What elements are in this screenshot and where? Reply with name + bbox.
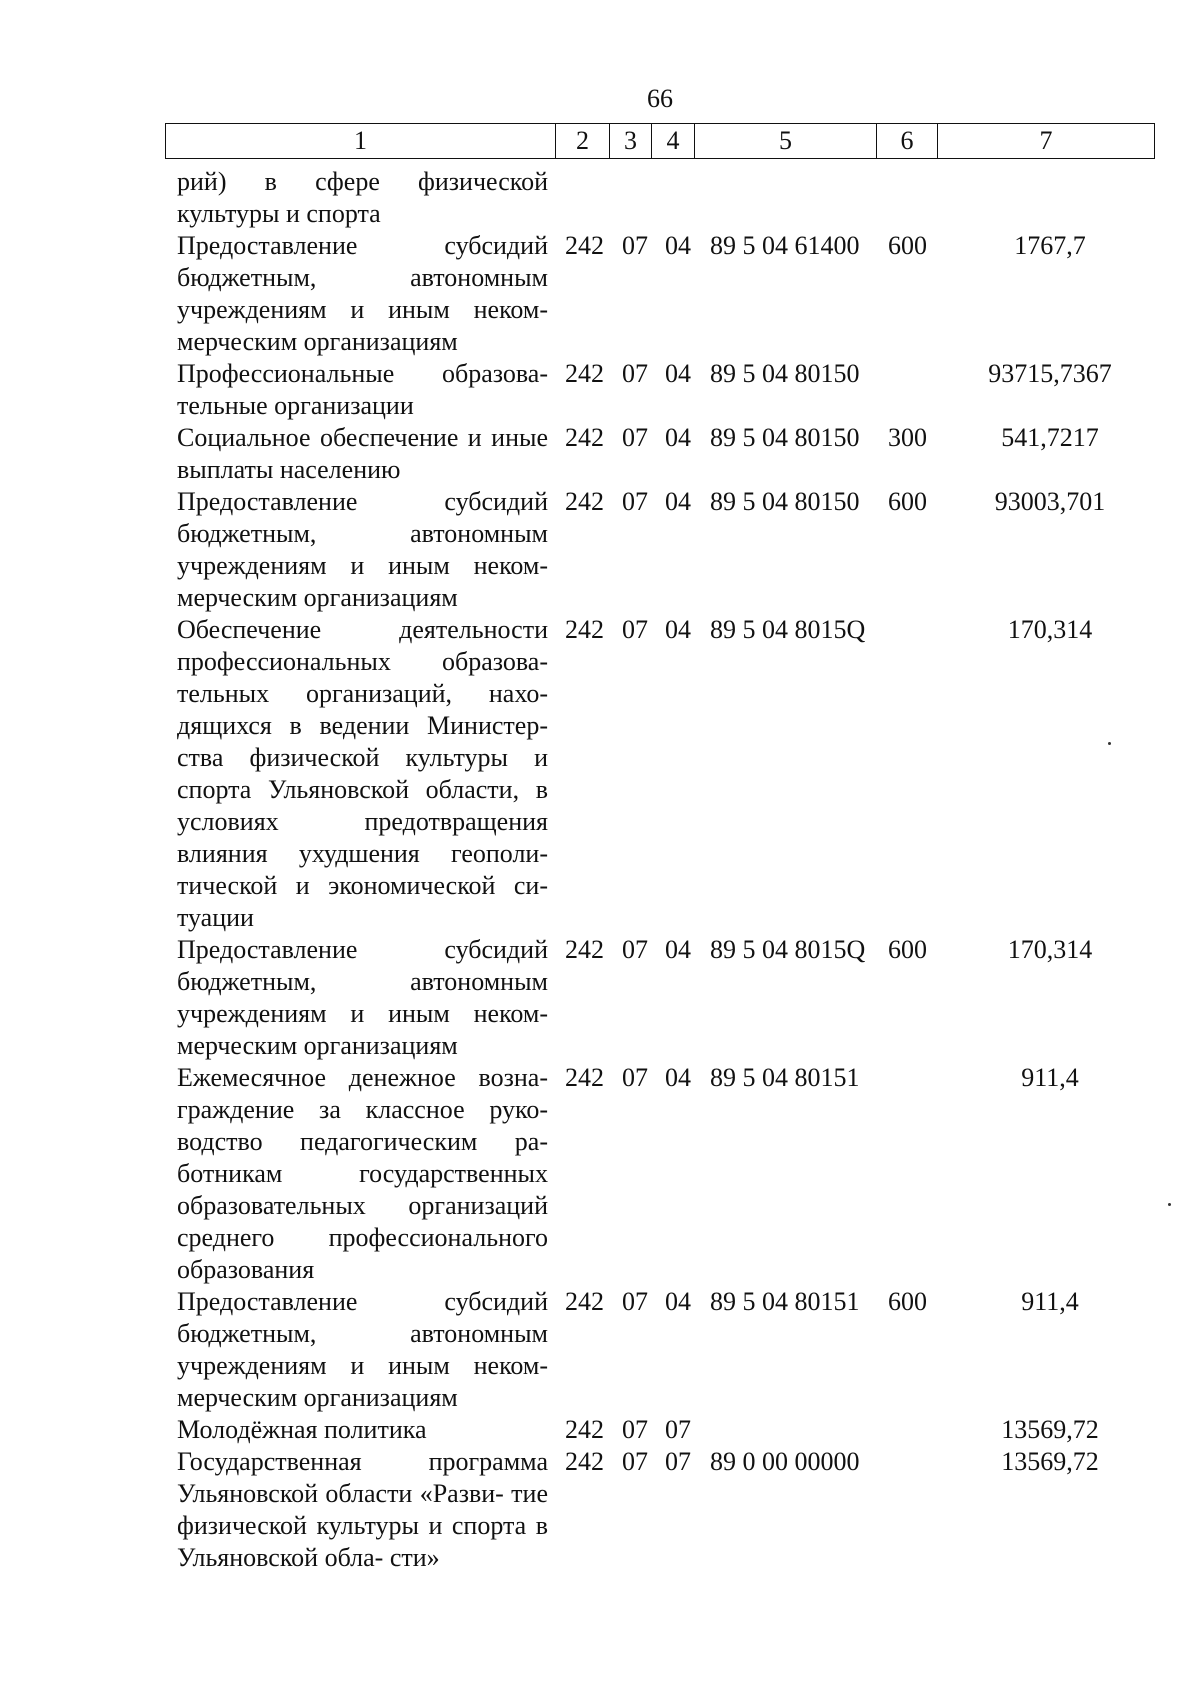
- row-col-2: 242: [565, 231, 604, 260]
- row-description: рий) в сфере физической культуры и спорта: [177, 167, 548, 228]
- page-number: 66: [647, 84, 673, 113]
- row-col-4: 04: [665, 231, 691, 260]
- row-col-5: 89 5 04 8015Q: [710, 935, 866, 964]
- row-col-2: 242: [565, 1447, 604, 1476]
- row-col-5: 89 5 04 80150: [710, 487, 860, 516]
- row-col-2: 242: [565, 1415, 604, 1444]
- table-header: [165, 123, 1155, 159]
- row-col-3: 07: [622, 423, 648, 452]
- row-col-2: 242: [565, 359, 604, 388]
- row-col-7: 93715,7367: [988, 359, 1112, 388]
- row-col-7: 13569,72: [1001, 1415, 1099, 1444]
- row-description: Предоставление субсидий бюджетным, автономным учреждениям и иным неком- мерческим организациям: [177, 487, 548, 612]
- row-col-3: 07: [622, 487, 648, 516]
- header-col-6: 6: [877, 124, 938, 159]
- scan-speck: [1108, 742, 1111, 745]
- header-col-1: 1: [166, 124, 556, 159]
- row-col-7: 911,4: [1021, 1063, 1079, 1092]
- row-col-4: 04: [665, 1063, 691, 1092]
- row-col-5: 89 5 04 8015Q: [710, 615, 866, 644]
- header-col-3: 3: [610, 124, 652, 159]
- row-col-2: 242: [565, 1063, 604, 1092]
- row-col-3: 07: [622, 1063, 648, 1092]
- row-description: Государственная программа Ульяновской области «Разви- тие физической культуры и спорта в Ульяновской обла- сти»: [177, 1447, 548, 1572]
- row-col-4: 04: [665, 1287, 691, 1316]
- row-col-6: 600: [888, 1287, 927, 1316]
- row-description: Предоставление субсидий бюджетным, автономным учреждениям и иным неком- мерческим организациям: [177, 231, 548, 356]
- scan-speck: [1168, 1203, 1171, 1206]
- row-description: Ежемесячное денежное возна- граждение за классное руко- водство педагогическим ра- ботникам государственных образовательных организаций среднего профессионального образования: [177, 1063, 548, 1284]
- row-col-6: 300: [888, 423, 927, 452]
- row-col-2: 242: [565, 1287, 604, 1316]
- row-col-4: 04: [665, 935, 691, 964]
- row-col-2: 242: [565, 615, 604, 644]
- row-description: Обеспечение деятельности профессиональных образова- тельных организаций, нахо- дящихся в ведении Министер- ства физической культуры и спорта Ульяновской области, в условиях предотвращения влияния ухудшения геополи- тической и экономической си- туации: [177, 615, 548, 932]
- header-col-7: 7: [938, 124, 1155, 159]
- row-col-5: 89 5 04 80150: [710, 423, 860, 452]
- row-description: Профессиональные образова- тельные организации: [177, 359, 548, 420]
- header-col-2: 2: [556, 124, 610, 159]
- row-col-5: 89 5 04 80151: [710, 1287, 860, 1316]
- row-col-7: 1767,7: [1014, 231, 1086, 260]
- row-col-5: 89 0 00 00000: [710, 1447, 860, 1476]
- row-col-3: 07: [622, 1415, 648, 1444]
- row-description: Молодёжная политика: [177, 1415, 427, 1444]
- row-col-5: 89 5 04 80151: [710, 1063, 860, 1092]
- row-col-7: 170,314: [1007, 615, 1093, 644]
- row-col-5: 89 5 04 80150: [710, 359, 860, 388]
- row-col-7: 541,7217: [1001, 423, 1099, 452]
- row-col-3: 07: [622, 935, 648, 964]
- row-description: Предоставление субсидий бюджетным, автономным учреждениям и иным неком- мерческим организациям: [177, 1287, 548, 1412]
- row-col-7: 13569,72: [1001, 1447, 1099, 1476]
- row-col-4: 04: [665, 615, 691, 644]
- header-col-4: 4: [652, 124, 695, 159]
- row-col-6: 600: [888, 487, 927, 516]
- row-col-2: 242: [565, 935, 604, 964]
- row-col-6: 600: [888, 231, 927, 260]
- row-col-3: 07: [622, 359, 648, 388]
- row-col-5: 89 5 04 61400: [710, 231, 860, 260]
- row-col-3: 07: [622, 1447, 648, 1476]
- row-col-4: 07: [665, 1447, 691, 1476]
- row-col-4: 07: [665, 1415, 691, 1444]
- row-col-4: 04: [665, 487, 691, 516]
- row-description: Социальное обеспечение и иные выплаты населению: [177, 423, 548, 484]
- row-description: Предоставление субсидий бюджетным, автономным учреждениям и иным неком- мерческим организациям: [177, 935, 548, 1060]
- row-col-3: 07: [622, 231, 648, 260]
- row-col-7: 170,314: [1007, 935, 1093, 964]
- row-col-7: 911,4: [1021, 1287, 1079, 1316]
- row-col-4: 04: [665, 423, 691, 452]
- row-col-2: 242: [565, 423, 604, 452]
- row-col-3: 07: [622, 1287, 648, 1316]
- row-col-3: 07: [622, 615, 648, 644]
- row-col-7: 93003,701: [994, 487, 1106, 516]
- row-col-6: 600: [888, 935, 927, 964]
- row-col-4: 04: [665, 359, 691, 388]
- row-col-2: 242: [565, 487, 604, 516]
- header-col-5: 5: [695, 124, 877, 159]
